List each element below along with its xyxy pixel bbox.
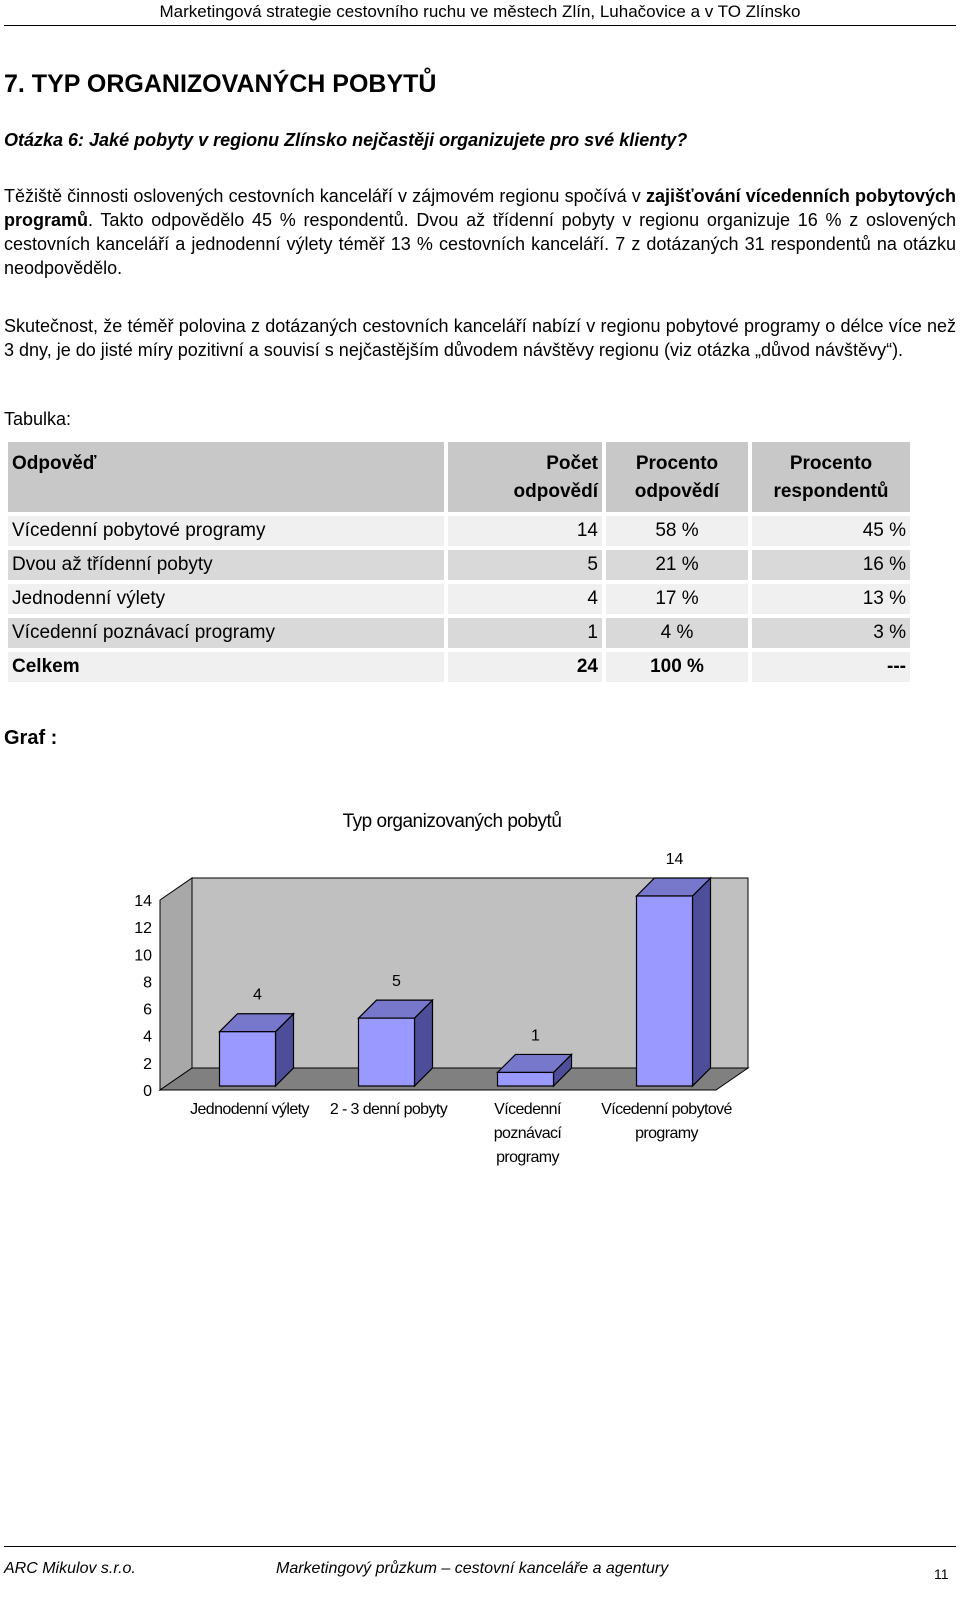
paragraph-1 (4, 184, 956, 280)
header-pct-answers-line1: Procento (635, 453, 719, 474)
cell-pct-answers: 58 % (606, 516, 748, 546)
table-total-row (8, 652, 910, 682)
cell-count: 4 (448, 584, 602, 614)
x-tick-label-line: Vícedenní (494, 1101, 561, 1118)
cell-pct-answers: 4 % (606, 618, 748, 648)
header-pct-respondents-line2: respondentů (773, 481, 889, 502)
x-tick-label (494, 1101, 563, 1166)
cell-answer: Jednodenní výlety (8, 584, 444, 614)
x-tick-label (190, 1101, 309, 1118)
header-count (448, 442, 602, 512)
paragraph-1-bold: zajišťování vícedenních pobytových programů (4, 186, 956, 230)
paragraph-2: Skutečnost, že téměř polovina z dotázaných cestovních kanceláří nabízí v regionu pobytové programy o délce více než 3 dny, je do jisté míry pozitivní a souvisí s nejčastějším důvodem návštěvy regionu (viz otázka „důvod návštěvy“). (4, 316, 956, 360)
header-pct-answers (606, 442, 748, 512)
bar (637, 896, 693, 1086)
data-label: 1 (531, 1027, 540, 1045)
cell-pct-respondents: 45 % (752, 516, 910, 546)
header-count-line1: Počet (546, 453, 598, 474)
cell-total-label: Celkem (8, 652, 444, 682)
footer-title: Marketingový průzkum – cestovní kanceláře a agentury (276, 1560, 669, 1577)
bar-side (693, 878, 711, 1086)
cell-answer: Dvou až třídenní pobyty (8, 550, 444, 580)
chart-side-wall (160, 878, 192, 1090)
x-tick-label-line: 2 - 3 denní pobyty (329, 1101, 448, 1118)
page-header: Marketingová strategie cestovního ruchu ve městech Zlín, Luhačovice a v TO Zlínsko (159, 2, 801, 21)
x-tick-label (330, 1101, 448, 1118)
footer-divider (4, 1546, 956, 1547)
cell-count: 5 (448, 550, 602, 580)
x-tick-label-line: programy (496, 1149, 559, 1166)
cell-pct-respondents: 13 % (752, 584, 910, 614)
cell-total-count: 24 (448, 652, 602, 682)
table-row (8, 618, 910, 648)
cell-count: 14 (448, 516, 602, 546)
paragraph-1-part2: . Takto odpovědělo 45 % respondentů. Dvou až třídenní pobyty v regionu organizuje 16 % z oslovených cestovních kanceláří a jednodenní výlety téměř 13 % cestovních kanceláří. 7 z dotázaných 31 respondentů na otázku neodpovědělo. (4, 210, 956, 278)
table-caption: Tabulka: (4, 409, 72, 429)
footer-company: ARC Mikulov s.r.o. (4, 1560, 136, 1577)
table-row (8, 584, 910, 614)
section-title: 7. TYP ORGANIZOVANÝCH POBYTŮ (4, 70, 437, 98)
x-tick-label-line: Jednodenní výlety (190, 1101, 309, 1118)
header-pct-respondents (752, 442, 910, 512)
header-divider (4, 25, 956, 26)
header-count-line2: odpovědí (513, 481, 598, 502)
x-tick-label (601, 1101, 732, 1142)
bar (498, 1072, 554, 1086)
table-row (8, 516, 910, 546)
paragraph-1-part1: Těžiště činnosti oslovených cestovních kanceláří v zájmovém regionu spočívá v (4, 186, 646, 206)
header-pct-respondents-line1: Procento (789, 453, 873, 474)
header-answer: Odpověď (8, 442, 444, 512)
bar-chart (0, 790, 960, 1210)
y-tick-label: 8 (143, 974, 152, 992)
cell-answer: Vícedenní poznávací programy (8, 618, 444, 648)
data-label: 4 (253, 986, 262, 1004)
data-label: 14 (665, 851, 684, 868)
bar (220, 1032, 276, 1086)
y-tick-label: 10 (134, 947, 152, 965)
y-tick-label: 0 (143, 1083, 152, 1100)
graph-caption: Graf : (4, 727, 58, 749)
y-tick-label: 2 (143, 1055, 152, 1073)
cell-total-pct-respondents: --- (752, 652, 910, 682)
x-tick-label-line: poznávací (493, 1125, 562, 1142)
table-header-row (8, 442, 910, 512)
data-label: 5 (392, 973, 401, 991)
y-tick-label: 12 (134, 920, 152, 938)
bar (359, 1018, 415, 1086)
results-table (4, 438, 914, 686)
cell-total-pct-answers: 100 % (606, 652, 748, 682)
cell-pct-respondents: 16 % (752, 550, 910, 580)
chart-title: Typ organizovaných pobytů (342, 811, 562, 832)
page-number: 11 (934, 1566, 949, 1582)
header-pct-answers-line2: odpovědí (634, 481, 720, 502)
cell-pct-respondents: 3 % (752, 618, 910, 648)
y-tick-label: 4 (143, 1028, 152, 1046)
y-tick-label: 6 (143, 1001, 152, 1019)
cell-pct-answers: 17 % (606, 584, 748, 614)
cell-answer: Vícedenní pobytové programy (8, 516, 444, 546)
cell-count: 1 (448, 618, 602, 648)
x-tick-label-line: programy (635, 1125, 698, 1142)
question-text: Otázka 6: Jaké pobyty v regionu Zlínsko nejčastěji organizujete pro své klienty? (4, 130, 688, 150)
y-tick-label: 14 (134, 893, 152, 910)
x-tick-label-line: Vícedenní pobytové (601, 1101, 732, 1118)
cell-pct-answers: 21 % (606, 550, 748, 580)
table-row (8, 550, 910, 580)
